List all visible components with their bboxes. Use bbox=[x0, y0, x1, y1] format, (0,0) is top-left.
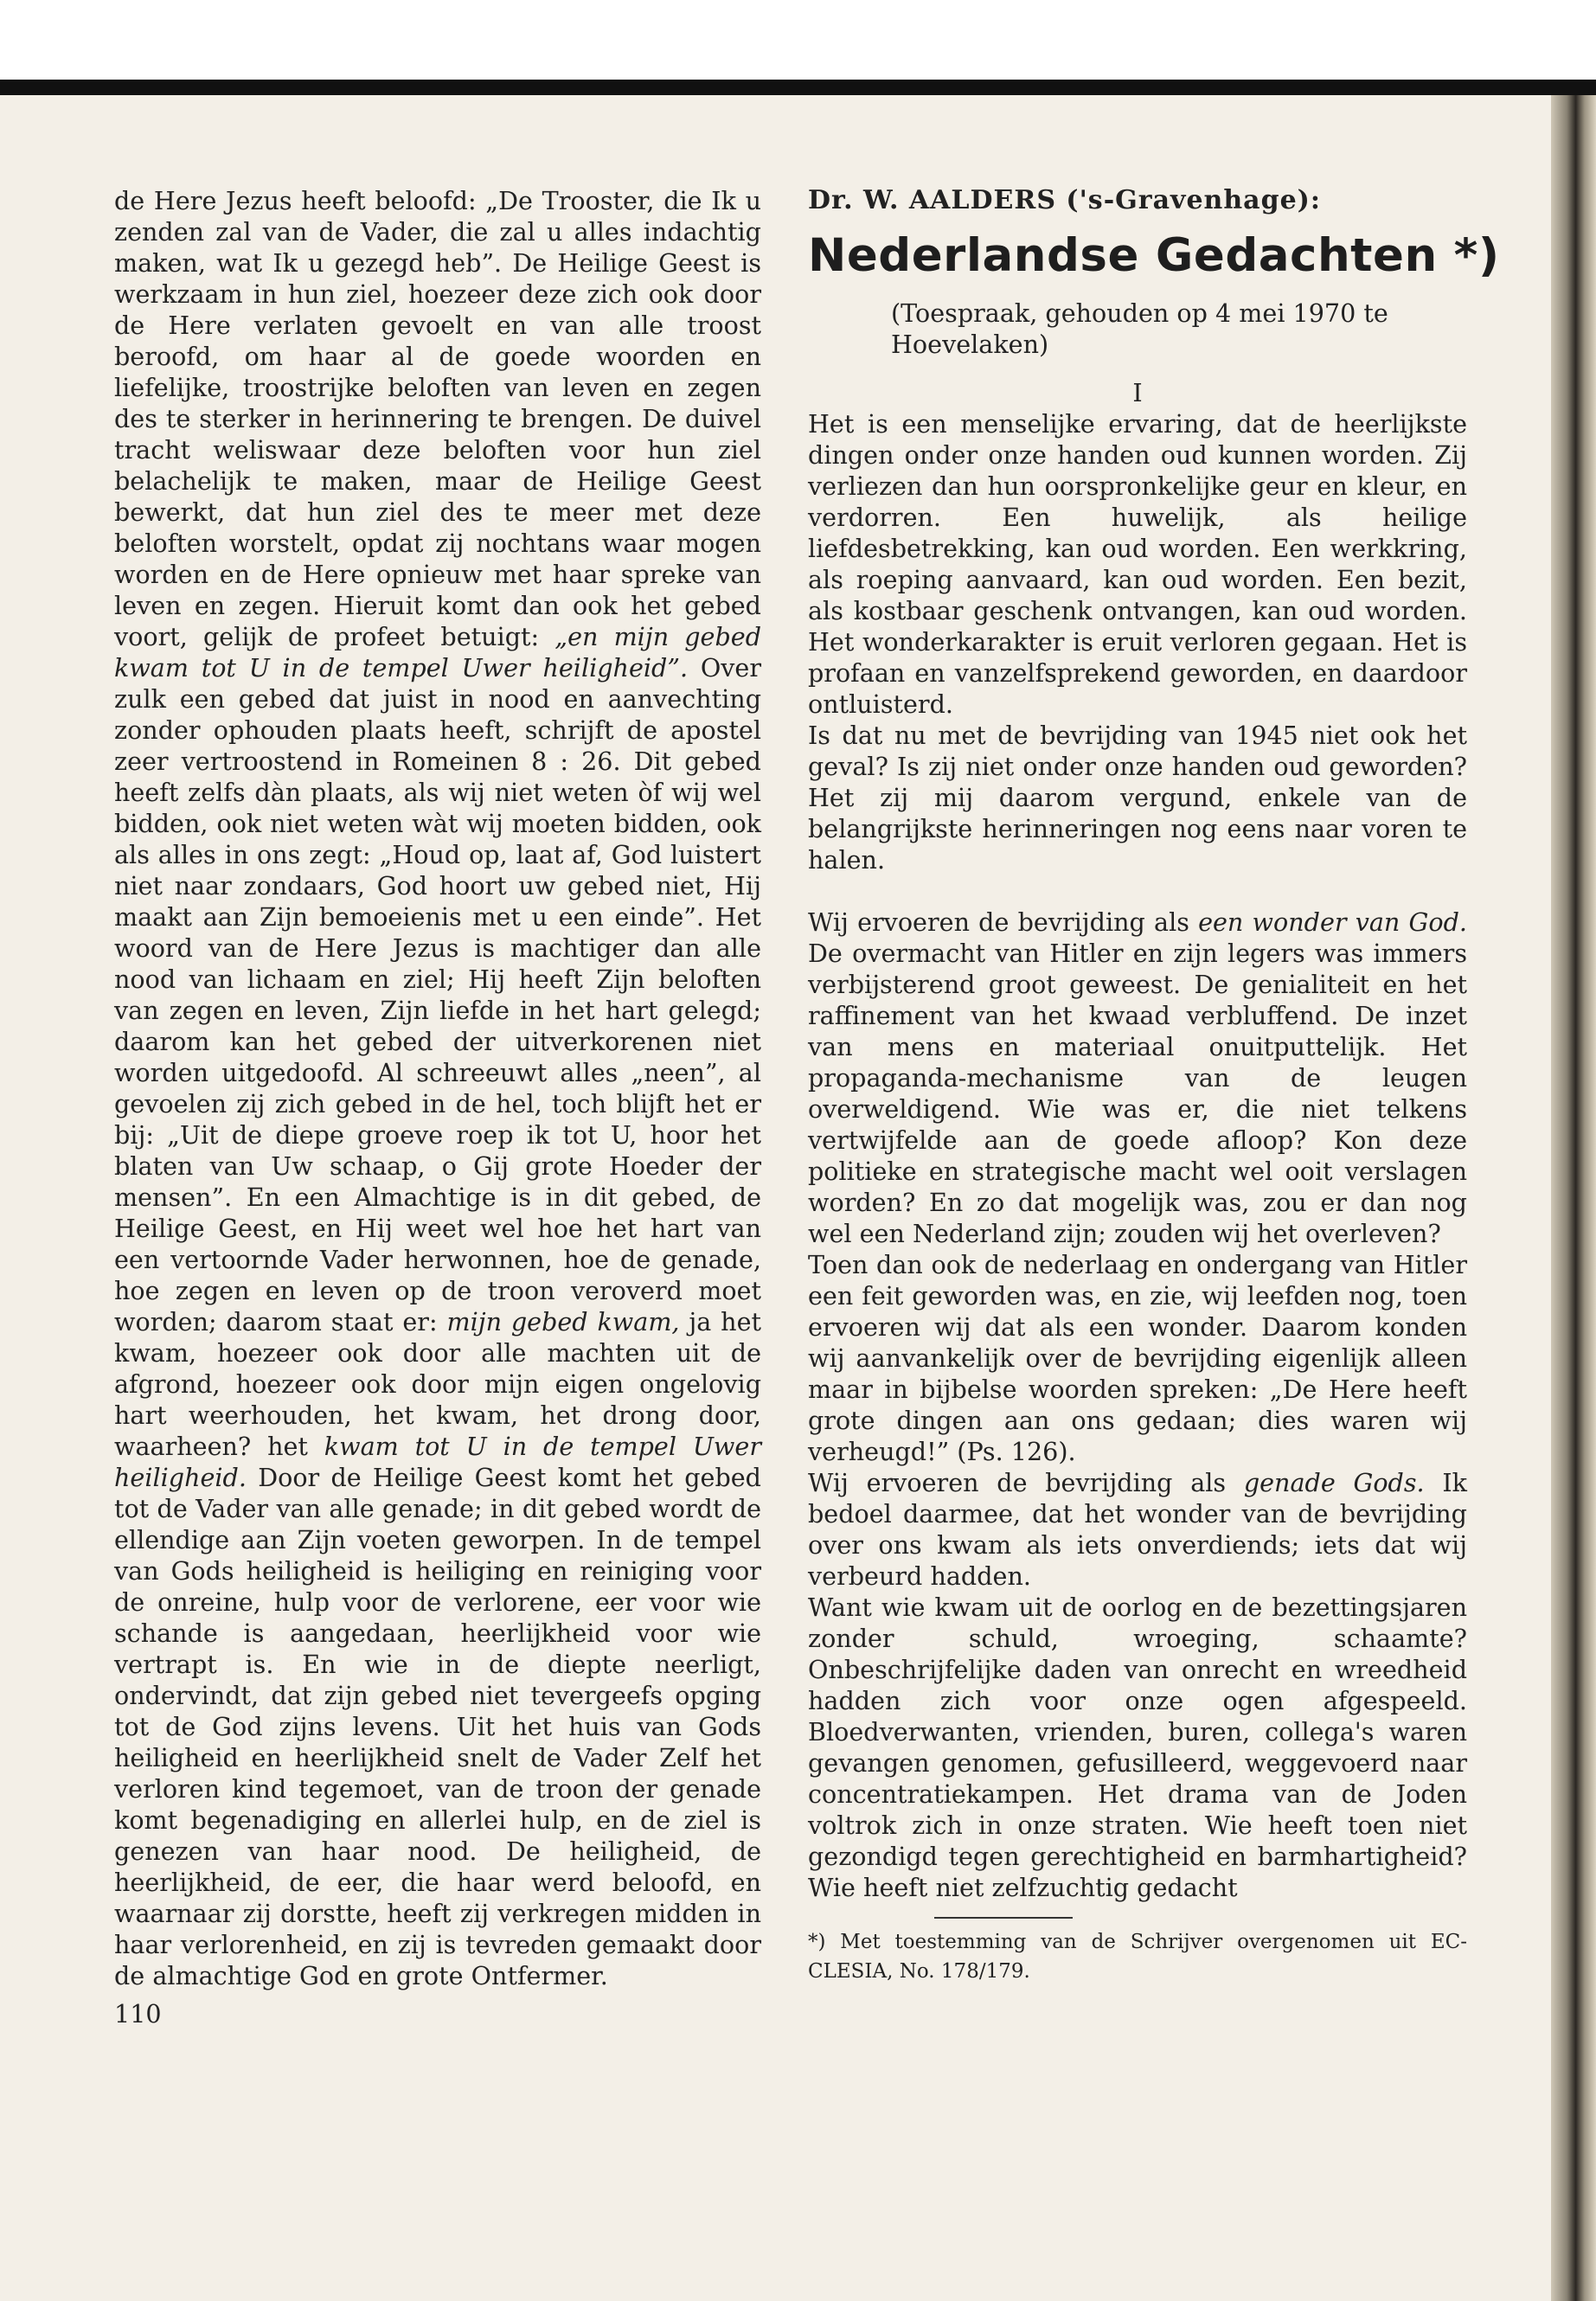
article-author: Dr. W. AALDERS ('s-Gravenhage): bbox=[808, 185, 1321, 215]
italic-phrase: een wonder van God. bbox=[1198, 907, 1467, 937]
footnote: *) Met toestemming van de Schrijver overgenomen uit EC-CLESIA, No. 178/179. bbox=[808, 1931, 1467, 1983]
body-paragraph: Toen dan ook de nederlaag en ondergang van Hitler een feit geworden was, en zie, wij leefden nog, toen ervoeren wij dat als een wonder. Daarom konden wij aanvankelijk over de bevrijding eigenlijk alleen maar in bijbelse woorden spreken: „De Here heeft grote dingen aan ons gedaan; dies waren wij verheugd!” (Ps. 126). bbox=[808, 1250, 1467, 1466]
right-column bbox=[808, 185, 1500, 1986]
text-run: Ik bedoel daarmee, dat het wonder van de bevrijding over ons kwam als iets onverdiends; iets dat wij verbeurd hadden. bbox=[808, 1468, 1467, 1591]
text-run: ja het kwam, hoezeer ook door alle machten uit de afgrond, hoezeer ook door mijn eigen ongelovig hart weerhouden, het kwam, het drong door, waarheen? het bbox=[114, 1307, 761, 1461]
body-paragraph: Het is een menselijke ervaring, dat de heerlijkste dingen onder onze handen oud kunnen worden. Zij verliezen dan hun oorspronkelijke geur en kleur, en verdorren. Een huwelijk, als heilige liefdesbetrekking, kan oud worden. Een werkkring, als roeping aanvaard, kan oud worden. Een bezit, als kostbaar geschenk ontvangen, kan oud worden. Het wonderkarakter is eruit verloren gegaan. Het is profaan en vanzelfsprekend geworden, en daardoor ontluisterd. bbox=[808, 409, 1467, 719]
body-paragraph bbox=[114, 185, 761, 1991]
footnote-divider bbox=[934, 1917, 1073, 1919]
paragraph-gap bbox=[808, 875, 1467, 907]
article-subtitle: (Toespraak, gehouden op 4 mei 1970 te Hoevelaken) bbox=[891, 298, 1388, 359]
body-paragraph bbox=[808, 1467, 1467, 1592]
body-paragraph: Want wie kwam uit de oorlog en de bezettingsjaren zonder schuld, wroeging, schaamte? Onbeschrijfelijke daden van onrecht en wreedheid hadden zich voor onze ogen afgespeeld. Bloedverwanten, vrienden, buren, collega's waren gevangen genomen, gefusilleerd, weggevoerd naar concentratiekampen. Het drama van de Joden voltrok zich in onze straten. Wie heeft toen niet gezondigd tegen gerechtigheid en barmhartigheid? Wie heeft niet zelfzuchtig gedacht bbox=[808, 1593, 1467, 1902]
book-spine bbox=[1551, 95, 1596, 2301]
scan-background bbox=[0, 0, 1596, 80]
section-numeral: I bbox=[1132, 378, 1143, 407]
left-column bbox=[114, 185, 761, 2029]
scan-top-edge bbox=[0, 80, 1596, 95]
text-run: Over zulk een gebed dat juist in nood en aanvechting zonder ophouden plaats heeft, schrijft de apostel zeer vertroostend in Romeinen 8 : 26. Dit gebed heeft zelfs dàn plaats, als wij niet weten òf wij wel bidden, ook niet weten wàt wij moeten bidden, ook als alles in ons zegt: „Houd op, laat af, God luistert niet naar zondaars, God hoort uw gebed niet, Hij maakt aan Zijn bemoeienis met u een einde”. Het woord van de Here Jezus is machtiger dan alle nood van lichaam en ziel; Hij heeft Zijn beloften van zegen en leven, Zijn liefde in het hart gelegd; daarom kan het gebed der uitverkorenen niet worden uitgedoofd. Al schreeuwt alles „neen”, al gevoelen zij zich gebed in de hel, toch blijft het er bij: „Uit de diepe groeve roep ik tot U, hoor het blaten van Uw schaap, o Gij grote Hoeder der mensen”. En een Almachtige is in dit gebed, de Heilige Geest, en Hij weet wel hoe het hart van een vertoornde Vader herwonnen, hoe de genade, hoe zegen en leven op de troon veroverd moet worden; daarom staat er: bbox=[114, 653, 761, 1336]
body-paragraph bbox=[808, 907, 1467, 1249]
italic-quote: „en mijn gebed kwam tot U in de tempel Uwer heiligheid”. bbox=[114, 622, 762, 683]
italic-phrase: genade Gods. bbox=[1243, 1468, 1425, 1497]
text-run: Door de Heilige Geest komt het gebed tot de Vader van alle genade; in dit gebed wordt de ellendige aan Zijn voeten geworpen. In de tempel van Gods heiligheid is heiliging en reiniging voor de onreine, hulp voor de verlorene, eer voor wie schande is aangedaan, heerlijkheid voor wie vertrapt is. En wie in de diepte neerligt, ondervindt, dat zijn gebed niet tevergeefs opging tot de God zijns levens. Uit het huis van Gods heiligheid en heerlijkheid snelt de Vader Zelf het verloren kind tegemoet, van de troon der genade komt begenadiging en allerlei hulp, en de ziel is genezen van haar nood. De heiligheid, de heerlijkheid, de eer, die haar werd beloofd, en waarnaar zij dorstte, heeft zij verkregen midden in haar verlorenheid, en zij is tevreden gemaakt door de almachtige God en grote Ontfermer. bbox=[114, 1463, 761, 1990]
text-run: De overmacht van Hitler en zijn legers was immers verbijsterend groot geweest. De genialiteit en het raffinement van het kwaad verbluffend. De inzet van mens en materiaal onuitputtelijk. Het propaganda-mechanisme van de leugen overweldigend. Wie was er, die niet telkens vertwijfelde aan de goede afloop? Kon deze politieke en strategische macht wel ooit verslagen worden? En zo dat mogelijk was, zou er dan nog wel een Nederland zijn; zouden wij het overleven? bbox=[808, 939, 1467, 1248]
text-run: Wij ervoeren de bevrijding als bbox=[808, 1468, 1244, 1497]
article-title: Nederlandse Gedachten *) bbox=[808, 229, 1500, 282]
text-run: de Here Jezus heeft beloofd: „De Trooster, die Ik u zenden zal van de Vader, die zal u alles indachtig maken, wat Ik u gezegd heb”. De Heilige Geest is werkzaam in hun ziel, hoezeer deze zich ook door de Here verlaten gevoelt en van alle troost beroofd, om haar al de goede woorden en liefelijke, troostrijke beloften van leven en zegen des te sterker in herinnering te brengen. De duivel tracht weliswaar deze beloften voor hun ziel belachelijk te maken, maar de Heilige Geest bewerkt, dat hun ziel des te meer met deze beloften worstelt, opdat zij nochtans waar mogen worden en de Here opnieuw met haar spreke van leven en zegen. Hieruit komt dan ook het gebed voort, gelijk de profeet betuigt: bbox=[114, 186, 761, 651]
page-number: 110 bbox=[114, 1999, 162, 2029]
body-paragraph: Is dat nu met de bevrijding van 1945 niet ook het geval? Is zij niet onder onze handen oud geworden? Het zij mij daarom vergund, enkele van de belangrijkste herinneringen nog eens naar voren te halen. bbox=[808, 721, 1467, 875]
text-run: Wij ervoeren de bevrijding als bbox=[808, 907, 1199, 937]
italic-quote: kwam tot U in de tempel Uwer heiligheid. bbox=[114, 1432, 762, 1492]
italic-quote: mijn gebed kwam, bbox=[446, 1307, 680, 1336]
